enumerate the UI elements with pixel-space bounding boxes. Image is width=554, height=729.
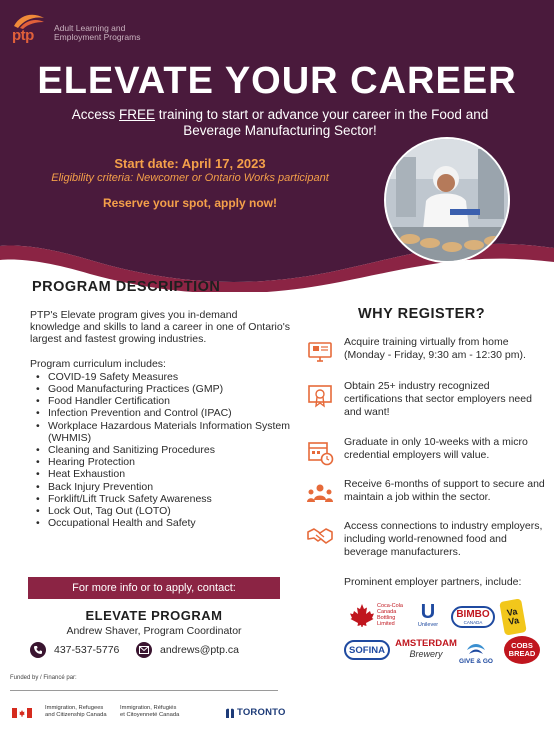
- contact-bar: For more info or to apply, contact:: [28, 577, 280, 599]
- bimbo-wordmark: BIMBO: [456, 608, 490, 620]
- program-description-heading: PROGRAM DESCRIPTION: [32, 279, 221, 295]
- curriculum-label: Program curriculum includes:: [30, 357, 166, 370]
- list-item: • Hearing Protection: [30, 456, 290, 468]
- why-item-text: Obtain 25+ industry recognized certifications that sector employers need and want!: [344, 380, 532, 418]
- toronto-logo: [226, 707, 286, 718]
- list-item: [306, 520, 550, 559]
- list-item: • Forklift/Lift Truck Safety Awareness: [30, 493, 290, 505]
- amsterdam-wordmark: AMSTERDAM: [395, 638, 457, 649]
- email-address[interactable]: andrews@ptp.ca: [160, 644, 239, 656]
- phone-number[interactable]: 437-537-5776: [54, 644, 120, 656]
- list-item: [306, 478, 550, 508]
- start-date: Start date: April 17, 2023: [114, 156, 266, 171]
- coca-cola-wordmark: [377, 603, 403, 627]
- page-title: ELEVATE YOUR CAREER: [37, 60, 517, 102]
- gov-en-line2: and Citizenship Canada: [45, 712, 107, 718]
- logo-tagline: [54, 24, 140, 42]
- logo-tagline-line2: Employment Programs: [54, 32, 141, 42]
- bread-wordmark: BREAD: [508, 649, 536, 658]
- reserve-call-to-action: Reserve your spot, apply now!: [102, 196, 278, 210]
- list-item: • Cleaning and Sanitizing Procedures: [30, 444, 290, 456]
- program-intro: PTP's Elevate program gives you in-demand knowledge and skills to land a career in one of Ontario's largest and fastest growing industries.: [30, 309, 290, 346]
- give-and-go-wordmark: GIVE & GO: [459, 657, 493, 665]
- bimbo-logo: [451, 606, 495, 628]
- sofina-logo: SOFINA: [344, 640, 390, 660]
- unilever-logo: [414, 600, 442, 630]
- list-item: • Lock Out, Tag Out (LOTO): [30, 505, 290, 517]
- unilever-wordmark: Unilever: [417, 622, 439, 628]
- cc-line4: Limited: [377, 621, 395, 627]
- canada-flag-icon: [12, 708, 32, 718]
- phone-icon: [30, 642, 46, 658]
- cc-line3: Bottling: [377, 615, 396, 621]
- cc-line2: Canada: [377, 609, 397, 615]
- gov-fr-line1: Immigration, Réfugiés: [120, 705, 177, 711]
- why-item-text: Graduate in only 10-weeks with a micro credential employers will value.: [344, 436, 528, 461]
- logo-tagline-line1: Adult Learning and: [54, 23, 126, 33]
- why-item-text: Receive 6-months of support to secure and maintain a job within the sector.: [344, 478, 545, 503]
- worker-photo: [384, 137, 510, 263]
- curriculum-list: [30, 371, 290, 530]
- maple-leaf-icon: [349, 603, 375, 627]
- gov-fr-line2: et Citoyenneté Canada: [120, 712, 180, 718]
- list-item: [306, 336, 550, 366]
- eligibility-criteria: Eligibility criteria: Newcomer or Ontario Works participant: [51, 172, 329, 184]
- vava-logo: [499, 598, 527, 635]
- program-coordinator: Andrew Shaver, Program Coordinator: [66, 625, 242, 637]
- vava-line1: Va: [506, 606, 519, 618]
- list-item: • Food Handler Certification: [30, 395, 290, 407]
- cc-line1: Coca-Cola: [377, 603, 403, 609]
- list-item: [306, 436, 550, 466]
- list-item: • Workplace Hazardous Materials Information System (WHMIS): [30, 420, 290, 444]
- list-item: • Good Manufacturing Practices (GMP): [30, 383, 290, 395]
- handshake-icon: [306, 522, 334, 550]
- calendar-clock-icon: [306, 438, 334, 466]
- amsterdam-brewery-logo: [395, 636, 457, 662]
- program-name: ELEVATE PROGRAM: [85, 608, 223, 623]
- cobs-bread-logo: [504, 636, 540, 664]
- phone-contact[interactable]: [30, 642, 119, 658]
- funded-by-label: Funded by / Financé par:: [10, 675, 77, 681]
- list-item: • Occupational Health and Safety: [30, 517, 290, 529]
- subtitle-free: FREE: [119, 107, 156, 122]
- vava-line2: Va: [507, 615, 520, 627]
- support-group-icon: [306, 480, 334, 508]
- coca-cola-logo: [346, 600, 406, 630]
- gov-name-french: [120, 705, 179, 719]
- give-and-go-logo: [458, 634, 494, 670]
- list-item: • Infection Prevention and Control (IPAC): [30, 407, 290, 419]
- envelope-icon: [136, 642, 152, 658]
- subtitle-pre: Access: [71, 107, 120, 122]
- bimbo-subtitle: CANADA: [463, 619, 483, 625]
- list-item: • COVID-19 Safety Measures: [30, 371, 290, 383]
- why-item-text: Acquire training virtually from home (Monday - Friday, 9:30 am - 12:30 pm).: [344, 336, 526, 361]
- certificate-icon: [306, 382, 334, 410]
- footer-divider: [10, 690, 278, 691]
- list-item: [306, 380, 550, 419]
- gov-en-line1: Immigration, Refugees: [45, 705, 104, 711]
- city-hall-icon: [226, 708, 234, 718]
- brewery-wordmark: Brewery: [409, 649, 443, 659]
- ptp-logo: [10, 12, 140, 42]
- hero-subtitle: [70, 107, 490, 139]
- ptp-logo-mark: [10, 12, 48, 42]
- why-item-text: Access connections to industry employers, including world-renowned food and beverage manufacturers.: [344, 520, 543, 558]
- cobs-wordmark: COBS: [511, 641, 533, 650]
- give-and-go-mark-icon: [465, 640, 487, 658]
- unilever-mark: U: [420, 601, 436, 623]
- logo-wordmark: ptp: [12, 27, 34, 44]
- factory-worker-image: [386, 139, 510, 263]
- computer-icon: [306, 338, 334, 366]
- partners-label: Prominent employer partners, include:: [344, 576, 522, 588]
- why-register-heading: WHY REGISTER?: [358, 306, 486, 322]
- program-description-body: [30, 309, 290, 529]
- list-item: • Back Injury Prevention: [30, 481, 290, 493]
- email-contact[interactable]: [136, 642, 239, 658]
- subtitle-post: training to start or advance your career in the Food and Beverage Manufacturing Sector!: [155, 107, 489, 138]
- list-item: • Heat Exhaustion: [30, 468, 290, 480]
- toronto-wordmark: TORONTO: [237, 707, 286, 718]
- gov-name-english: [45, 705, 107, 719]
